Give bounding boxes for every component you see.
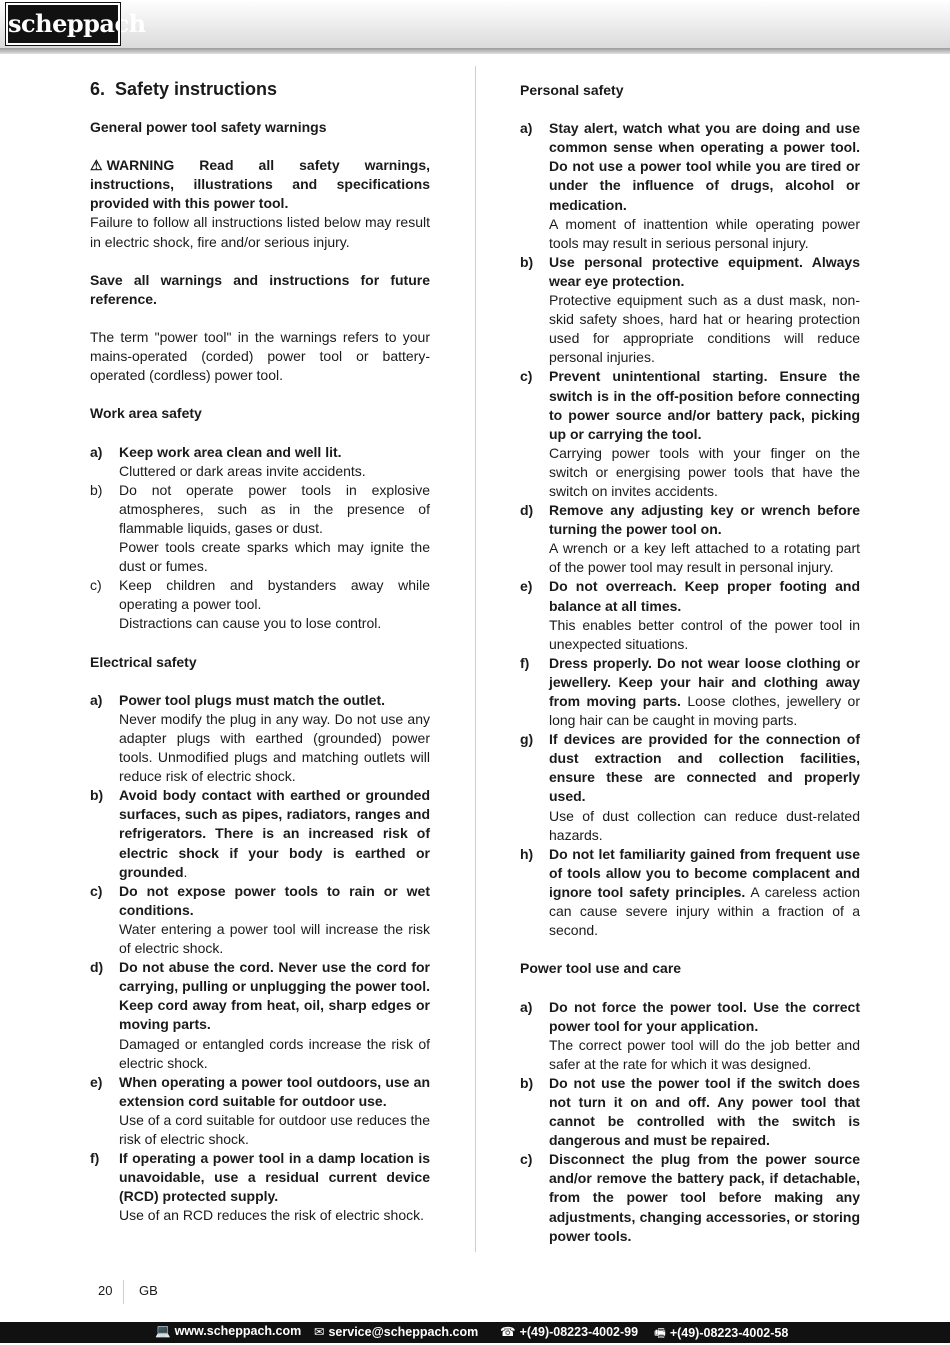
item-bold: Use personal protective equipment. Always wear eye protection.	[549, 253, 860, 289]
item-label: f)	[90, 1150, 100, 1167]
general-heading: General power tool safety warnings	[90, 119, 327, 135]
list-item	[90, 958, 430, 1073]
envelope-icon: ✉	[314, 1325, 325, 1339]
section-title-text: Safety instructions	[115, 79, 278, 99]
item-text: This enables better control of the power tool in unexpected situations.	[549, 616, 860, 652]
footer-phone-text: +(49)-08223-4002-99	[519, 1325, 639, 1339]
right-column	[520, 78, 860, 1246]
item-label: d)	[90, 959, 104, 976]
list-item	[520, 1074, 860, 1150]
list-item	[90, 1073, 430, 1149]
item-label: f)	[520, 654, 530, 671]
language-code: GB	[139, 1283, 158, 1298]
item-bold: Do not abuse the cord. Never use the cord for carrying, pulling or unplugging the power tool. Keep cord away from heat, oil, sharp edges or moving parts.	[119, 959, 430, 1033]
list-item	[90, 882, 430, 958]
computer-icon: 💻	[155, 1324, 171, 1338]
item-inline-text: A careless action can cause severe injury within a fraction of a second.	[549, 883, 861, 939]
item-text: The correct power tool will do the job better and safer at the rate for which it was designed.	[549, 1036, 860, 1072]
item-label: b)	[520, 1074, 534, 1091]
item-tail: .	[183, 863, 188, 880]
item-text: A moment of inattention while operating power tools may result in serious personal injury.	[549, 215, 860, 251]
list-item	[520, 253, 860, 368]
use-care-heading: Power tool use and care	[520, 960, 682, 977]
item-label: c)	[90, 577, 102, 594]
list-item	[520, 845, 860, 940]
footer-web-text: www.scheppach.com	[174, 1324, 302, 1338]
item-label: d)	[520, 502, 534, 519]
list-item	[520, 998, 860, 1074]
item-text: Never modify the plug in any way. Do not use any adapter plugs with earthed (grounded) power tools. Unmodified plugs and matching outlets will reduce risk of electric shock.	[119, 710, 430, 785]
item-text: Keep children and bystanders away while operating a power tool.	[119, 577, 430, 613]
logo-text: scheppach	[8, 9, 146, 38]
footer-email[interactable]	[314, 1324, 478, 1339]
section-number: 6.	[90, 79, 106, 99]
item-text: Use of dust collection can reduce dust-related hazards.	[549, 807, 860, 843]
header-divider	[0, 48, 950, 54]
item-bold: Disconnect the plug from the power source and/or remove the battery pack, if detachable, from the power tool before making any adjustments, changing accessories, or storing power tools.	[549, 1151, 860, 1244]
item-bold: Keep work area clean and well lit.	[119, 443, 342, 460]
warning-bold: ⚠ WARNING Read all safety warnings, instructions, illustrations and specifications provided with this power tool.	[90, 157, 430, 212]
item-label: g)	[520, 731, 534, 748]
page-number-divider	[123, 1280, 124, 1304]
item-bold: Do not force the power tool. Use the correct power tool for your application.	[549, 998, 860, 1034]
item-label: c)	[520, 1151, 533, 1168]
item-bold: If devices are provided for the connection of dust extraction and collection facilities, ensure these are connected and properly used.	[549, 731, 860, 805]
list-item	[520, 367, 860, 501]
term-text: The term "power tool" in the warnings refers to your mains-operated (corded) power tool or battery-operated (cordless) power tool.	[90, 329, 430, 384]
item-label: a)	[520, 998, 533, 1015]
item-bold: Remove any adjusting key or wrench before turning the power tool on.	[549, 502, 860, 538]
item-text: Power tools create sparks which may ignite the dust or fumes.	[119, 539, 430, 575]
item-bold: Do not overreach. Keep proper footing and balance at all times.	[549, 578, 860, 614]
item-label: a)	[520, 120, 533, 137]
item-label: e)	[90, 1073, 103, 1090]
item-label: b)	[90, 787, 104, 804]
personal-heading: Personal safety	[520, 82, 624, 98]
item-text: A wrench or a key left attached to a rotating part of the power tool may result in personal injury.	[549, 540, 860, 576]
page-number: 20	[98, 1283, 113, 1298]
page-footer	[0, 1322, 950, 1343]
item-inline-text: Loose clothes, jewellery or long hair can be caught in moving parts.	[549, 693, 860, 729]
item-bold: Prevent unintentional starting. Ensure the switch is in the off-position before connecting to power source and/or battery pack, picking up or carrying the tool.	[549, 368, 860, 442]
list-item	[90, 443, 430, 481]
list-item	[520, 654, 860, 730]
footer-fax-text: +(49)-08223-4002-58	[669, 1326, 789, 1340]
list-item	[90, 481, 430, 576]
section-title	[90, 78, 430, 100]
warning-icon: ⚠	[90, 157, 103, 174]
item-text: Damaged or entangled cords increase the risk of electric shock.	[119, 1035, 430, 1071]
item-label: a)	[90, 691, 103, 708]
footer-fax	[654, 1324, 788, 1345]
phone-icon: ☎	[500, 1325, 516, 1339]
item-label: b)	[520, 253, 534, 270]
list-item	[90, 576, 430, 633]
save-text: Save all warnings and instructions for future reference.	[90, 271, 430, 307]
item-text: Water entering a power tool will increase the risk of electric shock.	[119, 920, 430, 957]
item-bold: Power tool plugs must match the outlet.	[119, 691, 386, 708]
item-label: c)	[520, 368, 533, 385]
item-label: b)	[90, 481, 103, 498]
item-text: Use of an RCD reduces the risk of electric shock.	[119, 1207, 425, 1224]
footer-email-text: service@scheppach.com	[328, 1325, 479, 1339]
item-text: Protective equipment such as a dust mask, non-skid safety shoes, hard hat or hearing protection used for appropriate conditions will reduce personal injuries.	[549, 292, 860, 366]
item-bold: Do not use the power tool if the switch does not turn it on and off. Any power tool that cannot be controlled with the switch is dangerous and must be repaired.	[549, 1074, 860, 1149]
list-item	[520, 577, 860, 653]
left-column	[90, 78, 430, 1225]
column-divider	[475, 66, 476, 1252]
item-bold: If operating a power tool in a damp location is unavoidable, use a residual current device (RCD) protected supply.	[119, 1150, 430, 1205]
list-item	[90, 786, 430, 881]
fax-icon: 🖷	[654, 1326, 666, 1340]
list-item	[520, 730, 860, 845]
item-bold: Do not let familiarity gained from frequent use of tools allow you to become complacent and ignore tool safety principles.	[549, 845, 860, 900]
list-item	[520, 501, 860, 577]
scheppach-logo	[6, 3, 146, 45]
item-label: c)	[90, 882, 103, 899]
item-bold: When operating a power tool outdoors, use an extension cord suitable for outdoor use.	[119, 1073, 430, 1109]
electrical-heading: Electrical safety	[90, 653, 197, 670]
item-text: Cluttered or dark areas invite accidents.	[119, 462, 366, 479]
work-area-heading: Work area safety	[90, 405, 202, 422]
list-item	[520, 119, 860, 253]
item-text: Do not operate power tools in explosive atmospheres, such as in the presence of flammable liquids, gases or dust.	[119, 481, 430, 536]
item-bold: Do not expose power tools to rain or wet conditions.	[119, 882, 430, 918]
item-label: h)	[520, 845, 534, 862]
list-item	[90, 691, 430, 786]
item-bold: Avoid body contact with earthed or grounded surfaces, such as pipes, radiators, ranges and refrigerators. There is an increased risk of electric shock if your body is earthed or grounded	[119, 787, 430, 880]
item-label: a)	[90, 443, 103, 460]
item-bold: Dress properly. Do not wear loose clothing or jewellery. Keep your hair and clothing away from moving parts.	[549, 654, 860, 709]
footer-phone	[500, 1324, 638, 1339]
item-bold: Stay alert, watch what you are doing and use common sense when operating a power tool. Do not use a power tool while you are tired or under the influence of drugs, alcohol or medication.	[549, 120, 860, 213]
list-item	[90, 1149, 430, 1225]
item-label: e)	[520, 578, 533, 595]
list-item	[520, 1150, 860, 1245]
item-text: Use of a cord suitable for outdoor use reduces the risk of electric shock.	[119, 1111, 430, 1147]
warning-text: Failure to follow all instructions listed below may result in electric shock, fire and/or serious injury.	[90, 214, 430, 250]
item-text: Distractions can cause you to lose control.	[119, 615, 382, 632]
item-text: Carrying power tools with your finger on the switch or energising power tools that have the switch on invites accidents.	[549, 444, 860, 499]
footer-web[interactable]	[155, 1324, 301, 1339]
